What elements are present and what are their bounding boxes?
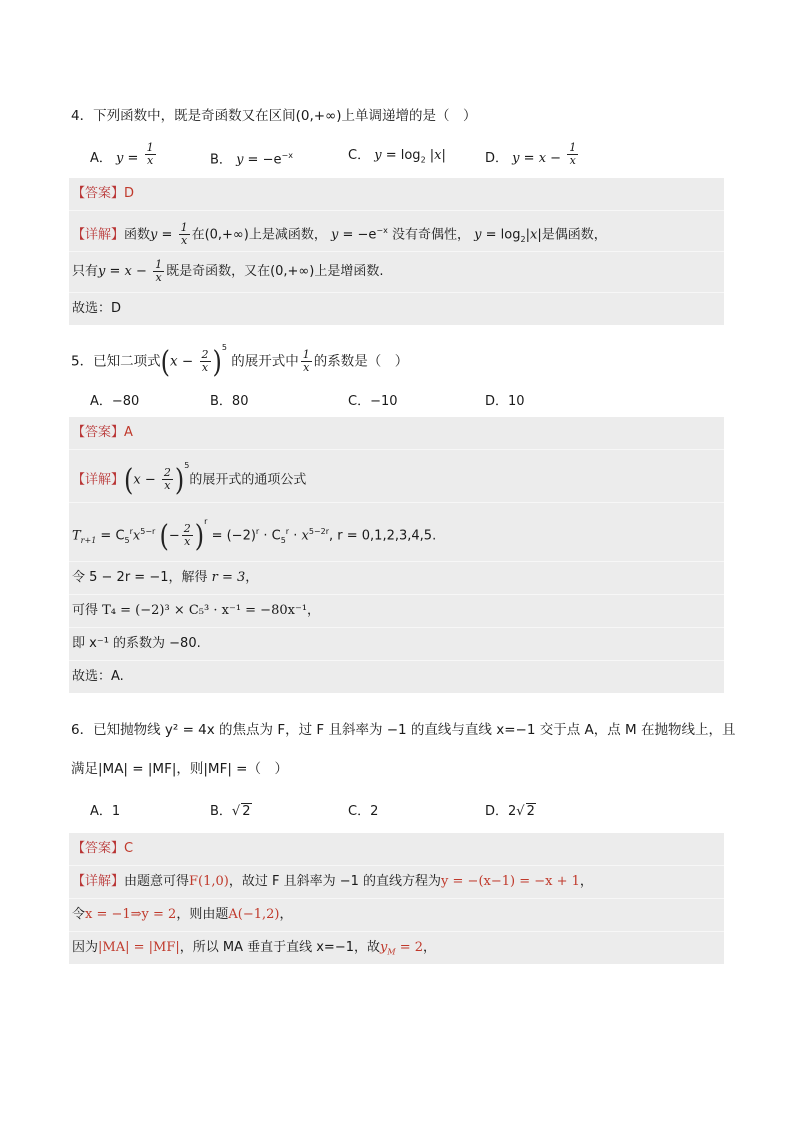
q4-answer-row: [69, 178, 724, 210]
question-6-solution: [69, 833, 724, 964]
q5-option-d: D．10: [485, 394, 525, 409]
q6-answer-row: [69, 833, 724, 865]
q4-conclusion: 故选：D: [69, 292, 724, 325]
question-4-stem: 4．下列函数中，既是奇函数又在区间(0,+∞)上单调递增的是（ ）: [71, 108, 477, 124]
q4-detail-row-2: 只有y = x − $\frac{1}{x}$ 既是奇函数，又在(0,+∞)上是增函数.: [69, 251, 724, 292]
q6-detail-row-1: 【详解】由题意可得F(1,0)，故过 F 且斜率为 −1 的直线方程为y = −(x−1) = −x + 1，: [69, 865, 724, 898]
q4-option-d: D． y = x − $\frac{1}{x}$: [485, 141, 577, 167]
q4-detail-row-1: 【详解】函数y = $\frac{1}{x}$ 在(0,+∞)上是减函数， $y = -e^{-x}$ 没有奇偶性， $y = \log_2|x|$是偶函数，: [69, 210, 724, 251]
q5-general-term-formula: $T_{r+1} = C_5^rx^{5-r}$ (− $\frac{2}{x}$ )$^r = (-2)^r \cdot C_5^r \cdot x^{5-2r}$, r = 0,1,2,3,4,5.: [69, 502, 724, 561]
answer-tag: 【答案】: [72, 841, 125, 856]
answer-tag: 【答案】: [72, 425, 125, 440]
q5-step-2: 可得 T₄ = (−2)³ × C₅³ · x⁻¹ = −80x⁻¹，: [69, 594, 724, 627]
q4-option-a: A． y = $\frac{1}{x}$: [90, 141, 154, 167]
answer-value: D: [124, 186, 135, 201]
q5-step-3: 即 x⁻¹ 的系数为 −80.: [69, 627, 724, 660]
answer-value: C: [124, 841, 134, 856]
question-5-options: [90, 392, 690, 412]
q6-detail-row-2: 令x = −1⇒y = 2，则由题A(−1,2)，: [69, 898, 724, 931]
answer-value: A: [124, 425, 133, 440]
q4-option-b: B． $y = -e^{-x}$: [210, 151, 293, 168]
q6-detail-row-3: 因为|MA| = |MF|，所以 MA 垂直于直线 x=−1，故$y_M = 2$，: [69, 931, 724, 964]
detail-tag: 【详解】: [72, 874, 125, 889]
q5-option-b: B．80: [210, 394, 249, 409]
detail-tag: 【详解】: [72, 472, 125, 488]
question-4-options: [90, 141, 690, 170]
q5-step-1: 令 5 − 2r = −1，解得 r = 3，: [69, 561, 724, 594]
q5-conclusion: 故选：A.: [69, 660, 724, 693]
q6-option-d: D．2√ 2: [485, 804, 535, 819]
q5-detail-row: 【详解】(x − $\frac{2}{x}$ )$^5$的展开式的通项公式: [69, 449, 724, 502]
question-6-options: [90, 802, 690, 822]
q6-option-c: C．2: [348, 804, 379, 819]
q5-answer-row: [69, 417, 724, 449]
q6-option-a: A．1: [90, 804, 121, 819]
question-5-solution: [69, 417, 724, 693]
q6-option-b: B．√ 2: [210, 804, 251, 819]
q5-option-c: C．−10: [348, 394, 398, 409]
answer-tag: 【答案】: [72, 186, 125, 201]
question-6-stem-line-2: 满足|MA| = |MF|，则|MF| =（ ）: [71, 761, 288, 777]
question-5-stem: 5．已知二项式(x − $\frac{2}{x}$ )$^5$ 的展开式中 $\frac{1}{x}$ 的系数是（ ）: [71, 343, 409, 379]
question-6-stem-line-1: 6．已知抛物线 y² = 4x 的焦点为 F，过 F 且斜率为 −1 的直线与直线 x=−1 交于点 A，点 M 在抛物线上，且: [71, 722, 736, 738]
detail-tag: 【详解】: [72, 227, 125, 243]
q5-option-a: A．−80: [90, 394, 140, 409]
q4-option-c: C． $y = \log_2 |x|$: [348, 148, 446, 165]
question-4-solution: [69, 178, 724, 325]
